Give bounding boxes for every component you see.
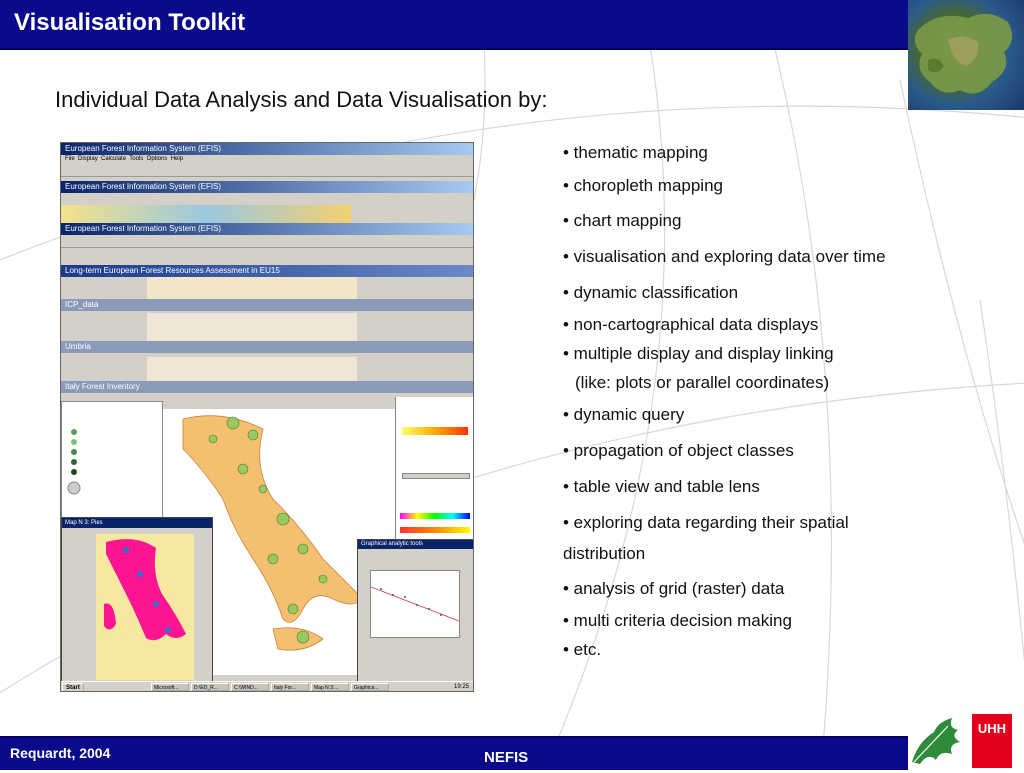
bullet-item: • multi criteria decision making	[563, 611, 792, 630]
header-bar	[0, 0, 908, 50]
window-title-6: Umbria	[61, 341, 473, 353]
bullet-item: • dynamic query	[563, 405, 685, 424]
uhh-badge: UHH	[972, 714, 1012, 768]
window-title-5: ICP_data	[61, 299, 473, 311]
menu-item[interactable]: Calculate	[101, 156, 127, 162]
slide-subtitle: Individual Data Analysis and Data Visualisation by:	[55, 87, 548, 112]
map-strip-3	[147, 313, 357, 341]
map-strip-2	[147, 277, 357, 299]
map-strip-1	[61, 205, 351, 225]
scatter-plot	[370, 570, 460, 638]
bullet-item: • chart mapping	[563, 211, 682, 230]
bullet-item: • non-cartographical data displays	[563, 315, 819, 334]
legend-panel	[61, 401, 163, 519]
logo-area	[908, 712, 1024, 768]
map-strip-4	[147, 357, 357, 381]
menu-item[interactable]: Tools	[129, 156, 144, 162]
taskbar-item[interactable]: C:\WIND...	[231, 683, 269, 691]
footer-author: Requardt, 2004	[10, 745, 111, 761]
pies-map	[96, 534, 194, 680]
taskbar-item[interactable]: D:\ED_R...	[191, 683, 229, 691]
bullet-item: • visualisation and exploring data over time	[563, 247, 886, 266]
properties-panel	[395, 397, 474, 547]
bullet-item: • propagation of object classes	[563, 441, 794, 460]
pies-window[interactable]	[61, 517, 213, 685]
pies-window-title: Map N 3: Pies	[62, 518, 212, 528]
europe-map-image	[908, 0, 1024, 110]
menu-bar	[61, 155, 473, 164]
bullet-item: • etc.	[563, 640, 602, 659]
taskbar-clock: 19:25	[453, 684, 469, 690]
taskbar-item[interactable]: Microsoft...	[151, 683, 189, 691]
window-title-2: European Forest Information System (EFIS)	[61, 181, 473, 193]
bullet-item: • thematic mapping	[563, 143, 708, 162]
footer-bar	[0, 736, 908, 770]
toolbar	[61, 164, 473, 177]
menu-item[interactable]: Display	[78, 156, 98, 162]
bullet-item: • table view and table lens	[563, 477, 760, 496]
efis-screenshot	[60, 142, 474, 692]
start-button[interactable]: Start	[62, 683, 84, 692]
taskbar-item[interactable]: Graphica...	[351, 683, 389, 691]
bullet-item: • dynamic classification	[563, 283, 739, 302]
header-title: Visualisation Toolkit	[14, 9, 246, 36]
taskbar-item[interactable]: Map N 3:...	[311, 683, 349, 691]
window-title-7: Italy Forest Inventory	[61, 381, 473, 393]
bullet-item: • exploring data regarding their spatial	[563, 513, 849, 532]
taskbar	[61, 681, 473, 692]
oak-leaf-logo	[908, 712, 972, 768]
toolbar	[61, 235, 473, 248]
taskbar-item[interactable]: Italy For...	[271, 683, 309, 691]
footer-project: NEFIS	[484, 749, 529, 766]
bullet-item: • analysis of grid (raster) data	[563, 579, 785, 598]
window-title-3: European Forest Information System (EFIS)	[61, 223, 473, 235]
window-title-4: Long-term European Forest Resources Assessment in EU15	[61, 265, 473, 277]
graphical-tools-window[interactable]	[357, 539, 474, 685]
bullet-item: • choropleth mapping	[563, 176, 723, 195]
menu-item[interactable]: Options	[146, 156, 168, 162]
bullet-item: • multiple display and display linking	[563, 344, 834, 363]
menu-item[interactable]: Help	[170, 156, 184, 162]
window-title-main: European Forest Information System (EFIS)	[61, 143, 473, 155]
menu-item[interactable]: File	[65, 156, 75, 162]
bullet-item-continuation: distribution	[563, 544, 646, 563]
graph-window-title: Graphical analytic tools	[358, 540, 474, 549]
bullet-item-continuation: (like: plots or parallel coordinates)	[575, 373, 830, 392]
